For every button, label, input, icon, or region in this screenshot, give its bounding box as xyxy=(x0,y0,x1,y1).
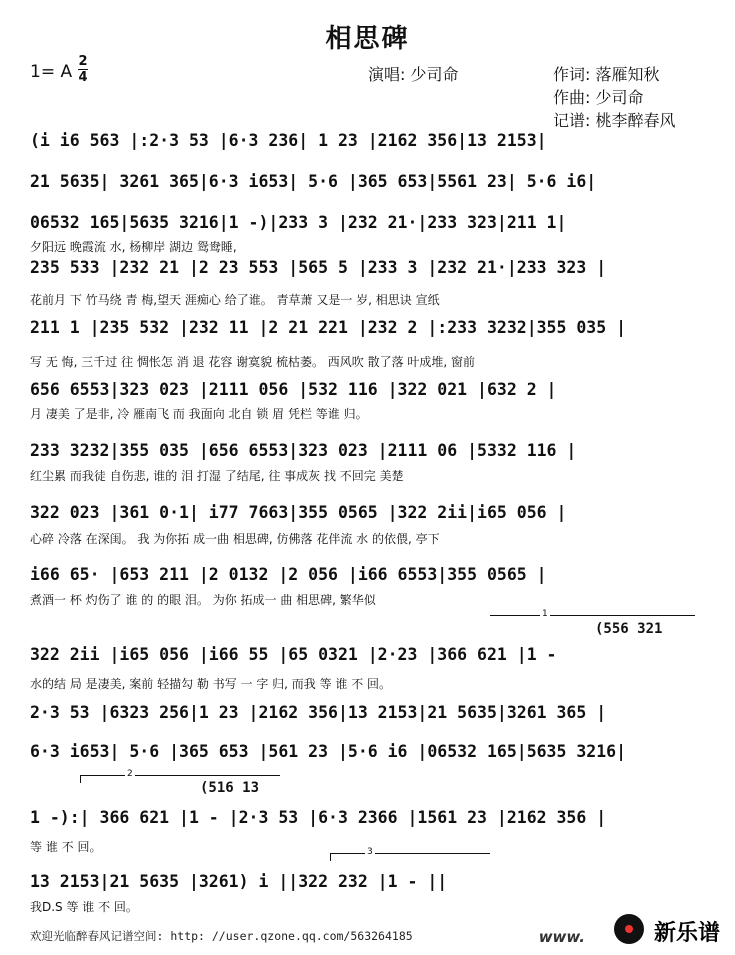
site-logo xyxy=(610,912,725,948)
transcriber-credit: 记谱: 桃李醉春风 xyxy=(553,111,676,130)
watermark-text: www. xyxy=(538,928,585,946)
lyric-line: 花前月 下 竹马绕 青 梅,望天 涯痴心 给了谁。 青草萧 又是一 岁, 相思诀 宣纸 xyxy=(30,293,440,307)
notation-line: 2·3 53 |6323 256|1 23 |2162 356|13 2153|21 5635|3261 365 | xyxy=(30,703,607,722)
time-signature xyxy=(78,55,88,84)
volta-one-number: 1 xyxy=(542,609,548,619)
volta-two-number: 2 xyxy=(127,769,133,779)
vinyl-disc-icon xyxy=(614,914,644,944)
notation-line: 235 533 |232 21 |2 23 553 |565 5 |233 3 |232 21·|233 323 | xyxy=(30,258,607,277)
notation-line: 06532 165|5635 3216|1 -)|233 3 |232 21·|233 323|211 1| xyxy=(30,213,567,232)
notation-line: 322 023 |361 0·1| i77 7663|355 0565 |322 2ii|i65 056 | xyxy=(30,503,567,522)
volta-two-line xyxy=(80,775,280,776)
volta-one-line xyxy=(490,615,695,616)
logo-text: 新乐谱 xyxy=(654,921,721,946)
notation-line: i66 65· |653 211 |2 0132 |2 056 |i66 6553|355 0565 | xyxy=(30,565,547,584)
lyric-line: 红尘累 而我徒 自伤悲, 谁的 泪 打湿 了结尾, 往 事成灰 找 不回完 美楚 xyxy=(30,469,404,483)
lyric-line: 等 谁 不 回。 xyxy=(30,840,102,854)
notation-line: 6·3 i653| 5·6 |365 653 |561 23 |5·6 i6 |06532 165|5635 3216| xyxy=(30,742,627,761)
song-title: 相思碑 xyxy=(325,24,410,54)
lyric-line: 月 凄美 了是非, 冷 雁南飞 而 我面向 北自 锁 眉 凭栏 等谁 归。 xyxy=(30,407,368,421)
lyric-line: 心碎 冷落 在深闺。 我 为你拓 成一曲 相思碑, 仿佛落 花伴流 水 的依偎, 亭下 xyxy=(30,532,440,546)
notation-line: 1 -):| 366 621 |1 - |2·3 53 |6·3 2366 |1561 23 |2162 356 | xyxy=(30,808,607,827)
singer-credit: 演唱: 少司命 xyxy=(368,65,459,84)
notation-line: 21 5635| 3261 365|6·3 i653| 5·6 |365 653|5561 23| 5·6 i6| xyxy=(30,172,597,191)
prelude-insert-1: (556 321 xyxy=(595,621,663,637)
lyric-line: 夕阳远 晚霞流 水, 杨柳岸 湖边 鸳鸯睡, xyxy=(30,240,237,254)
lyric-line: 我D.S 等 谁 不 回。 xyxy=(30,900,138,914)
notation-line: 322 2ii |i65 056 |i66 55 |65 0321 |2·23 |366 621 |1 - xyxy=(30,645,557,664)
notation-line: 656 6553|323 023 |2111 056 |532 116 |322 021 |632 2 | xyxy=(30,380,557,399)
lyric-line: 煮酒一 杯 灼伤了 谁 的 的眼 泪。 为你 拓成一 曲 相思碑, 繁华似 xyxy=(30,593,376,607)
notation-line: 13 2153|21 5635 |3261) i ||322 232 |1 - || xyxy=(30,872,448,891)
key-signature: 1= A xyxy=(30,62,73,82)
volta-three-number: 3 xyxy=(367,847,373,857)
composer-credit: 作曲: 少司命 xyxy=(553,88,644,107)
time-sig-numerator: 2 xyxy=(78,54,88,69)
notation-line: (i i6 563 |:2·3 53 |6·3 236| 1 23 |2162 356|13 2153| xyxy=(30,131,547,150)
prelude-insert-2: (516 13 xyxy=(200,780,260,796)
notation-line: 211 1 |235 532 |232 11 |2 21 221 |232 2 |:233 3232|355 035 | xyxy=(30,318,627,337)
footer-text: 欢迎光临醉春风记谱空间: http: //user.qzone.qq.com/563264185 xyxy=(30,929,413,943)
lyricist-credit: 作词: 落雁知秋 xyxy=(553,65,660,84)
volta-three-line xyxy=(330,853,490,854)
notation-line: 233 3232|355 035 |656 6553|323 023 |2111 06 |5332 116 | xyxy=(30,441,577,460)
time-sig-denominator: 4 xyxy=(78,70,88,85)
lyric-line: 水的结 局 是凄美, 案前 轻描勾 勒 书写 一 字 归, 而我 等 谁 不 回。 xyxy=(30,677,392,691)
lyric-line: 写 无 悔, 三千过 往 惆怅怎 消 退 花容 谢寞貌 梳枯萎。 西风吹 散了落 叶成堆, 窗前 xyxy=(30,355,476,369)
